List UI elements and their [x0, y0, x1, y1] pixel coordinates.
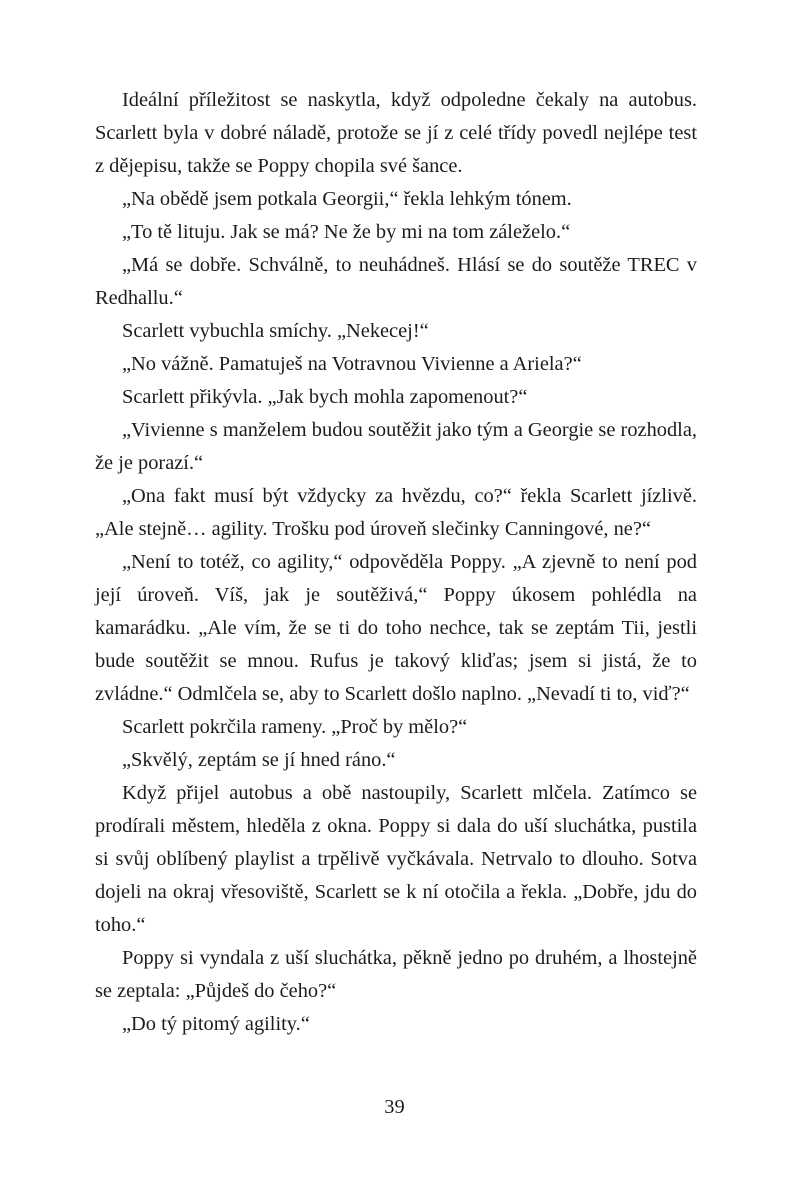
paragraph: Poppy si vyndala z uší sluchátka, pěkně jedno po druhém, a lhostejně se zeptala: „Půjdeš do čeho?“	[95, 947, 697, 1002]
paragraph: „Do tý pitomý agility.“	[122, 1013, 310, 1035]
page-number: 39	[384, 1096, 405, 1118]
paragraph: „To tě lituju. Jak se má? Ne že by mi na tom záleželo.“	[122, 221, 571, 243]
paragraph: „Vivienne s manželem budou soutěžit jako tým a Georgie se rozhodla, že je porazí.“	[95, 419, 697, 474]
paragraph: Scarlett vybuchla smíchy. „Nekecej!“	[122, 320, 429, 342]
body-text	[95, 84, 697, 1041]
paragraph: „Má se dobře. Schválně, to neuhádneš. Hlásí se do soutěže TREC v Redhallu.“	[95, 254, 697, 309]
paragraph: Když přijel autobus a obě nastoupily, Scarlett mlčela. Zatímco se prodírali městem, hleděla z okna. Poppy si dala do uší sluchátka, pustila si svůj oblíbený playlist a trpělivě vyčkávala. Netrvalo to dlouho. Sotva dojeli na okraj vřesoviště, Scarlett se k ní otočila a řekla. „Dobře, jdu do toho.“	[95, 782, 697, 936]
paragraph: „Na obědě jsem potkala Georgii,“ řekla lehkým tónem.	[122, 188, 572, 210]
paragraph: Ideální příležitost se naskytla, když odpoledne čekaly na autobus. Scarlett byla v dobré náladě, protože se jí z celé třídy povedl nejlépe test z dějepisu, takže se Poppy chopila své šance.	[95, 89, 697, 177]
paragraph: „Skvělý, zeptám se jí hned ráno.“	[122, 749, 396, 771]
paragraph: Scarlett přikývla. „Jak bych mohla zapomenout?“	[122, 386, 528, 408]
paragraph: „Ona fakt musí být vždycky za hvězdu, co?“ řekla Scarlett jízlivě. „Ale stejně… agility. Trošku pod úroveň slečinky Canningové, ne?“	[95, 485, 697, 540]
paragraph: „No vážně. Pamatuješ na Votravnou Vivienne a Ariela?“	[122, 353, 582, 375]
paragraph: „Není to totéž, co agility,“ odpověděla Poppy. „A zjevně to není pod její úroveň. Víš, jak je soutěživá,“ Poppy úkosem pohlédla na kamarádku. „Ale vím, že se ti do toho nechce, tak se zeptám Tii, jestli bude soutěžit se mnou. Rufus je takový kliďas; jsem si jistá, že to zvládne.“ Odmlčela se, aby to Scarlett došlo naplno. „Nevadí ti to, viď?“	[95, 551, 697, 705]
paragraph: Scarlett pokrčila rameny. „Proč by mělo?“	[122, 716, 468, 738]
